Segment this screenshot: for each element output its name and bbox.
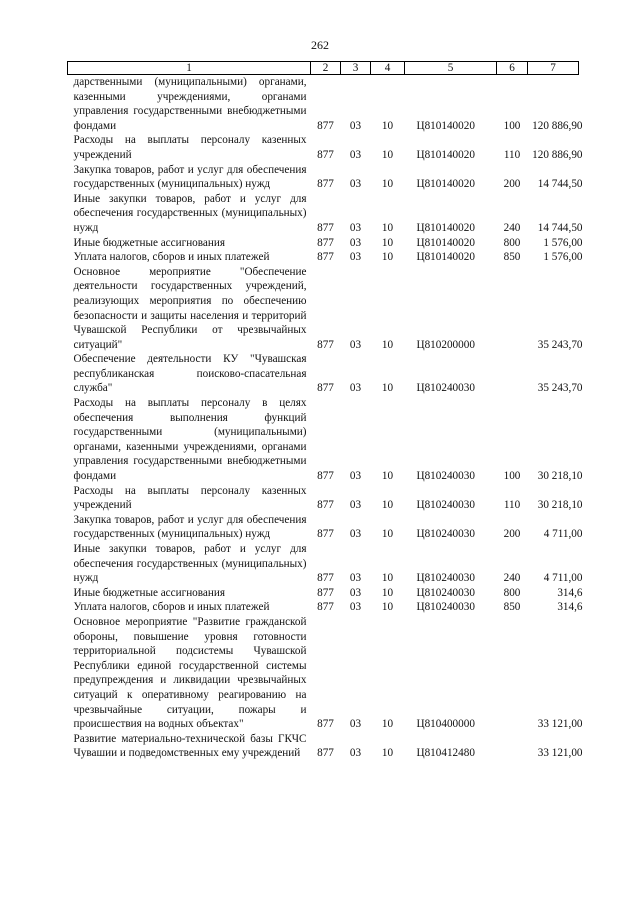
target-article-cell: Ц810240030 xyxy=(416,572,475,585)
target-article-cell: Ц810412480 xyxy=(416,747,475,760)
amount-cell: 30 218,10 xyxy=(537,470,583,483)
target-article-cell: Ц810240030 xyxy=(416,586,475,599)
row-name-cell: Закупка товаров, работ и услуг для обеспечения государственных (муниципальных) нужд xyxy=(73,513,307,541)
subsection-code-cell: 10 xyxy=(381,718,394,731)
ministry-code-cell: 877 xyxy=(317,718,334,731)
subsection-code-cell: 10 xyxy=(381,601,394,614)
subsection-code-cell: 10 xyxy=(381,338,394,351)
ministry-code-cell: 877 xyxy=(317,528,334,541)
expense-type-cell: 800 xyxy=(503,586,521,599)
ministry-code-cell: 877 xyxy=(317,236,334,249)
row-name-cell: Основное мероприятие "Обеспечение деятельности государственных учреждений, реализующих мероприятия по обеспечению безопасности и защиты населения и территорий Чувашской Республики от чрезвычайных ситуаций" xyxy=(73,265,307,351)
amount-cell: 314,6 xyxy=(557,601,583,614)
subsection-code-cell: 10 xyxy=(381,747,394,760)
row-name-cell: Развитие материально-технической базы ГКЧС Чувашии и подведомственных ему учреждений xyxy=(73,732,307,760)
row-name-cell: Иные закупки товаров, работ и услуг для обеспечения государственных (муниципальных) нужд xyxy=(73,543,307,585)
ministry-code-cell: 877 xyxy=(317,251,334,264)
section-code-cell: 03 xyxy=(349,221,362,234)
subsection-code-cell: 10 xyxy=(381,178,394,191)
ministry-code-cell: 877 xyxy=(317,572,334,585)
subsection-code-cell: 10 xyxy=(381,251,394,264)
column-header: 5 xyxy=(405,62,497,75)
table-row xyxy=(68,265,579,353)
section-code-cell: 03 xyxy=(349,148,362,161)
amount-cell: 35 243,70 xyxy=(537,382,583,395)
subsection-code-cell: 10 xyxy=(381,572,394,585)
ministry-code-cell: 877 xyxy=(317,499,334,512)
ministry-code-cell: 877 xyxy=(317,586,334,599)
target-article-cell: Ц810240030 xyxy=(416,601,475,614)
table-row xyxy=(68,484,579,513)
target-article-cell: Ц810240030 xyxy=(416,382,475,395)
expense-type-cell: 110 xyxy=(503,499,521,512)
target-article-cell: Ц810240030 xyxy=(416,499,475,512)
row-name-cell: Иные бюджетные ассигнования xyxy=(73,236,225,249)
ministry-code-cell: 877 xyxy=(317,119,334,132)
ministry-code-cell: 877 xyxy=(317,338,334,351)
expense-type-cell xyxy=(497,615,528,732)
subsection-code-cell: 10 xyxy=(381,221,394,234)
row-name-cell: Иные закупки товаров, работ и услуг для обеспечения государственных (муниципальных) нужд xyxy=(73,192,307,234)
expense-type-cell: 100 xyxy=(503,470,521,483)
amount-cell: 1 576,00 xyxy=(543,251,583,264)
ministry-code-cell: 877 xyxy=(317,382,334,395)
subsection-code-cell: 10 xyxy=(381,382,394,395)
expense-type-cell xyxy=(497,732,528,761)
row-name-cell: Расходы на выплаты персоналу казенных учреждений xyxy=(73,134,307,161)
page-number: 262 xyxy=(311,38,329,52)
table-header xyxy=(68,62,579,75)
ministry-code-cell: 877 xyxy=(317,601,334,614)
section-code-cell: 03 xyxy=(349,572,362,585)
row-name-cell: Уплата налогов, сборов и иных платежей xyxy=(73,251,270,264)
amount-cell: 33 121,00 xyxy=(537,718,583,731)
row-name-cell: Расходы на выплаты персоналу казенных учреждений xyxy=(73,484,307,512)
table-body xyxy=(68,75,583,761)
target-article-cell: Ц810140020 xyxy=(416,178,475,191)
subsection-code-cell: 10 xyxy=(381,236,394,249)
expense-type-cell: 110 xyxy=(503,148,521,161)
subsection-code-cell: 10 xyxy=(381,586,394,599)
target-article-cell: Ц810140020 xyxy=(416,236,475,249)
section-code-cell: 03 xyxy=(349,586,362,599)
section-code-cell: 03 xyxy=(349,236,362,249)
expense-type-cell: 850 xyxy=(503,251,521,264)
section-code-cell: 03 xyxy=(349,338,362,351)
table-row xyxy=(68,615,579,732)
table-row xyxy=(68,396,579,484)
table-row xyxy=(68,586,579,601)
table-row xyxy=(68,600,579,615)
expense-type-cell: 240 xyxy=(503,221,521,234)
expense-type-cell xyxy=(497,265,528,353)
amount-cell: 120 886,90 xyxy=(532,119,583,132)
subsection-code-cell: 10 xyxy=(381,499,394,512)
amount-cell: 4 711,00 xyxy=(543,528,583,541)
subsection-code-cell: 10 xyxy=(381,148,394,161)
row-name-cell: дарственными (муниципальными) органами, казенными учреждениями, органами управления государственными внебюджетными фондами xyxy=(73,76,307,132)
subsection-code-cell: 10 xyxy=(381,119,394,132)
section-code-cell: 03 xyxy=(349,470,362,483)
target-article-cell: Ц810140020 xyxy=(416,148,475,161)
target-article-cell: Ц810400000 xyxy=(416,718,475,731)
ministry-code-cell: 877 xyxy=(317,221,334,234)
amount-cell: 30 218,10 xyxy=(537,499,583,512)
row-name-cell: Уплата налогов, сборов и иных платежей xyxy=(73,601,270,614)
table-row xyxy=(68,542,579,586)
target-article-cell: Ц810240030 xyxy=(416,470,475,483)
column-header: 1 xyxy=(68,62,311,75)
target-article-cell: Ц810140020 xyxy=(416,251,475,264)
expense-type-cell: 200 xyxy=(503,178,521,191)
amount-cell: 314,6 xyxy=(557,586,583,599)
column-header: 6 xyxy=(497,62,528,75)
section-code-cell: 03 xyxy=(349,119,362,132)
section-code-cell: 03 xyxy=(349,382,362,395)
section-code-cell: 03 xyxy=(349,178,362,191)
amount-cell: 14 744,50 xyxy=(537,221,583,234)
target-article-cell: Ц810140020 xyxy=(416,221,475,234)
row-name-cell: Иные бюджетные ассигнования xyxy=(73,586,225,599)
table-row xyxy=(68,352,579,396)
target-article-cell: Ц810140020 xyxy=(416,119,475,132)
column-header: 2 xyxy=(311,62,341,75)
column-header: 3 xyxy=(341,62,371,75)
column-header: 4 xyxy=(371,62,405,75)
table-row xyxy=(68,513,579,542)
amount-cell: 33 121,00 xyxy=(537,747,583,760)
table-row xyxy=(68,133,579,162)
expense-type-cell: 850 xyxy=(503,601,521,614)
budget-table xyxy=(67,61,583,761)
row-name-cell: Основное мероприятие "Развитие гражданской обороны, повышение уровня готовности территориальной подсистемы Чувашской Республики единой государственной системы предупреждения и ликвидации чрезвычайных ситуаций к оперативному реагированию на чрезвычайные ситуации, пожары и происшествия на водных объектах" xyxy=(73,615,307,731)
target-article-cell: Ц810240030 xyxy=(416,528,475,541)
expense-type-cell: 240 xyxy=(503,572,521,585)
table-row xyxy=(68,732,579,761)
expense-type-cell: 200 xyxy=(503,528,521,541)
table-row xyxy=(68,75,579,134)
section-code-cell: 03 xyxy=(349,528,362,541)
subsection-code-cell: 10 xyxy=(381,470,394,483)
ministry-code-cell: 877 xyxy=(317,178,334,191)
column-header: 7 xyxy=(528,62,579,75)
ministry-code-cell: 877 xyxy=(317,747,334,760)
amount-cell: 4 711,00 xyxy=(543,572,583,585)
row-name-cell: Закупка товаров, работ и услуг для обеспечения государственных (муниципальных) нужд xyxy=(73,163,307,191)
amount-cell: 14 744,50 xyxy=(537,178,583,191)
table-row xyxy=(68,192,579,236)
expense-type-cell xyxy=(497,352,528,396)
section-code-cell: 03 xyxy=(349,747,362,760)
subsection-code-cell: 10 xyxy=(381,528,394,541)
amount-cell: 120 886,90 xyxy=(532,148,583,161)
target-article-cell: Ц810200000 xyxy=(416,338,475,351)
table-row xyxy=(68,236,579,251)
section-code-cell: 03 xyxy=(349,601,362,614)
section-code-cell: 03 xyxy=(349,499,362,512)
ministry-code-cell: 877 xyxy=(317,470,334,483)
row-name-cell: Расходы на выплаты персоналу в целях обеспечения выполнения функций государственными (муниципальными) органами, казенными учреждениями, органами управления государственными внебюджетными фондами xyxy=(73,397,307,483)
row-name-cell: Обеспечение деятельности КУ "Чувашская республиканская поисково-спасательная служба" xyxy=(73,353,307,395)
section-code-cell: 03 xyxy=(349,718,362,731)
ministry-code-cell: 877 xyxy=(317,148,334,161)
expense-type-cell: 800 xyxy=(503,236,521,249)
amount-cell: 1 576,00 xyxy=(543,236,583,249)
expense-type-cell: 100 xyxy=(503,119,521,132)
section-code-cell: 03 xyxy=(349,251,362,264)
table-row xyxy=(68,250,579,265)
table-row xyxy=(68,163,579,192)
amount-cell: 35 243,70 xyxy=(537,338,583,351)
